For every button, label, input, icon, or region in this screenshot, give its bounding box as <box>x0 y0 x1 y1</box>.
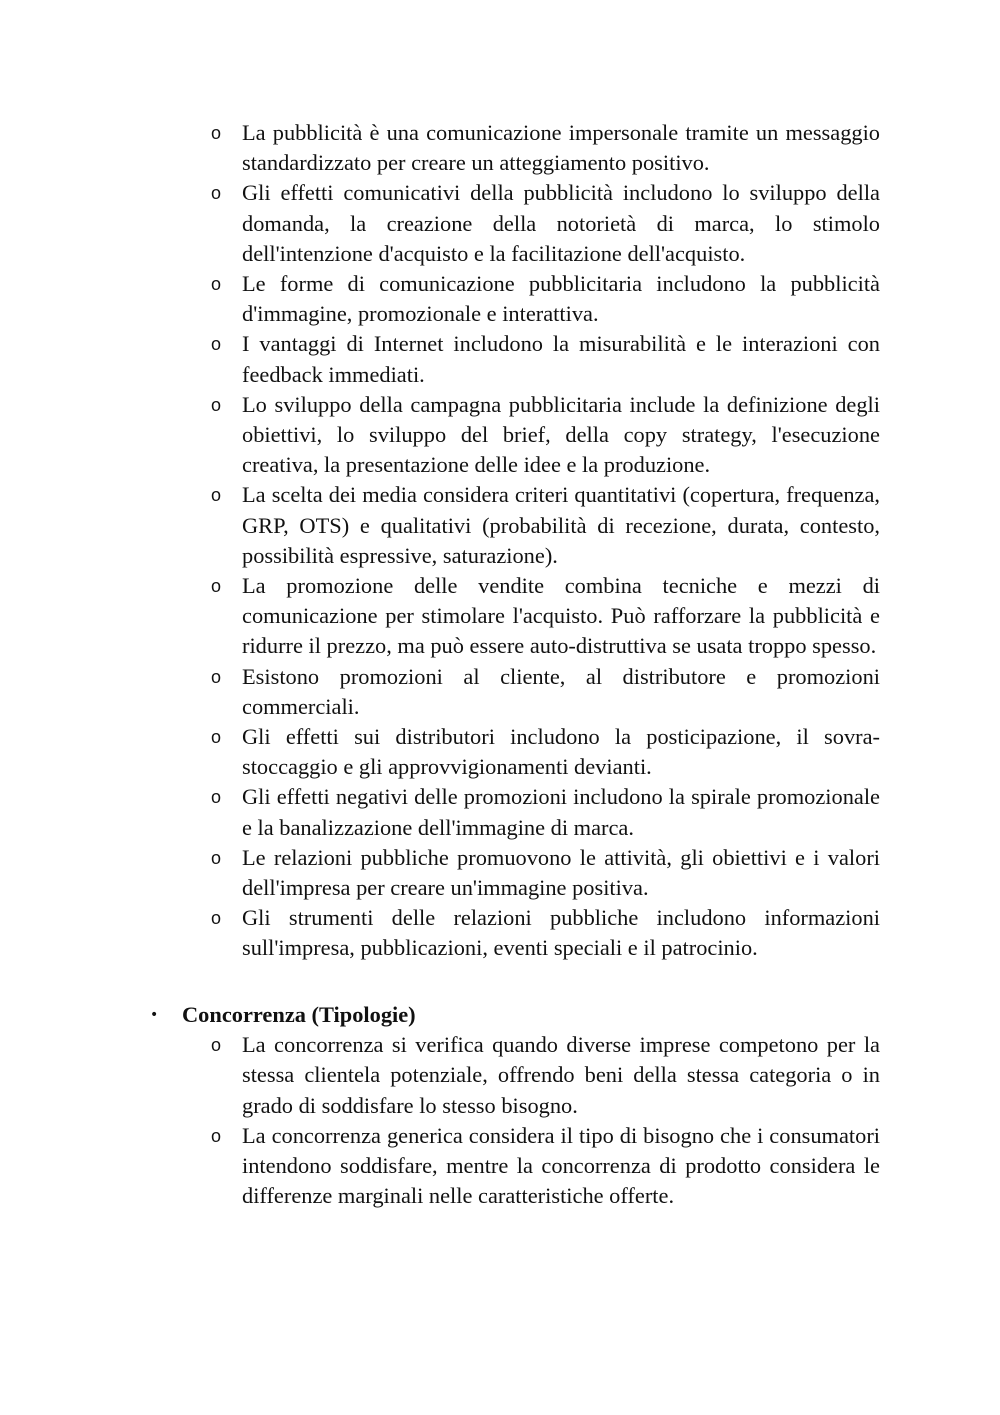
list-item-text: Le forme di comunicazione pubblicitaria includono la pubblicità d'immagine, promozionale e interattiva. <box>242 271 880 327</box>
list-item <box>0 480 1000 571</box>
list-item-text: Gli effetti negativi delle promozioni includono la spirale promozionale e la banalizzazione dell'immagine di marca. <box>242 784 880 840</box>
list-item <box>0 178 1000 269</box>
circle-bullet-icon: o <box>211 847 222 868</box>
list-item-text: I vantaggi di Internet includono la misurabilità e le interazioni con feedback immediati. <box>242 331 880 387</box>
circle-bullet-icon: o <box>211 183 222 204</box>
disc-bullet-icon: • <box>150 1007 159 1023</box>
list-item <box>0 571 1000 662</box>
list-item <box>0 390 1000 481</box>
list-item-text: Esistono promozioni al cliente, al distributore e promozioni commerciali. <box>242 663 880 719</box>
list-item-text: La scelta dei media considera criteri quantitativi (copertura, frequenza, GRP, OTS) e qualitativi (probabilità di recezione, durata, contesto, possibilità espressive, saturazione). <box>242 482 880 568</box>
circle-bullet-icon: o <box>211 123 222 143</box>
circle-bullet-icon: o <box>211 666 222 687</box>
circle-bullet-icon: o <box>211 1125 222 1146</box>
section-heading-text: Concorrenza (Tipologie) <box>182 1002 416 1027</box>
competition-section <box>0 1000 1000 1211</box>
list-item <box>0 118 1000 178</box>
section-heading <box>0 1000 1000 1030</box>
circle-bullet-icon: o <box>211 908 222 929</box>
list-item-text: Gli effetti comunicativi della pubblicità includono lo sviluppo della domanda, la creazione della notorietà di marca, lo stimolo dell'intenzione d'acquisto e la facilitazione dell'acquisto. <box>242 180 880 266</box>
list-item-text: Le relazioni pubbliche promuovono le attività, gli obiettivi e i valori dell'impresa per creare un'immagine positiva. <box>242 844 880 901</box>
list-item <box>0 662 1000 722</box>
circle-bullet-icon: o <box>211 1035 222 1056</box>
list-item-text: La concorrenza si verifica quando diverse imprese competono per la stessa clientela potenziale, offrendo beni della stessa categoria o in grado di soddisfare lo stesso bisogno. <box>242 1032 880 1118</box>
list-item <box>0 722 1000 782</box>
list-item-text: La pubblicità è una comunicazione impersonale tramite un messaggio standardizzato per creare un atteggiamento positivo. <box>242 120 880 176</box>
list-item-text: Gli effetti sui distributori includono la posticipazione, il sovra-stoccaggio e gli approvvigionamenti devianti. <box>242 724 880 780</box>
list-item <box>0 329 1000 389</box>
circle-bullet-icon: o <box>211 576 222 597</box>
list-item <box>0 1121 1000 1212</box>
circle-bullet-icon: o <box>211 787 222 808</box>
list-item-text: Lo sviluppo della campagna pubblicitaria include la definizione degli obiettivi, lo sviluppo del brief, della copy strategy, l'esecuzione creativa, la presentazione delle idee e la produzione. <box>242 391 880 478</box>
advertising-sub-list <box>0 118 1000 964</box>
circle-bullet-icon: o <box>211 274 222 295</box>
list-item <box>0 843 1000 903</box>
list-item-text: La promozione delle vendite combina tecniche e mezzi di comunicazione per stimolare l'acquisto. Può rafforzare la pubblicità e ridurre il prezzo, ma può essere auto-distruttiva se usata troppo spesso. <box>242 573 880 659</box>
list-item-text: La concorrenza generica considera il tipo di bisogno che i consumatori intendono soddisfare, mentre la concorrenza di prodotto considera le differenze marginali nelle caratteristiche offerte. <box>242 1122 880 1209</box>
circle-bullet-icon: o <box>211 394 222 415</box>
list-item-text: Gli strumenti delle relazioni pubbliche includono informazioni sull'impresa, pubblicazioni, eventi speciali e il patrocinio. <box>242 905 880 961</box>
list-item <box>0 1030 1000 1121</box>
competition-sub-list <box>0 1030 1000 1211</box>
circle-bullet-icon: o <box>211 485 222 506</box>
circle-bullet-icon: o <box>211 334 222 355</box>
list-item <box>0 903 1000 963</box>
list-item <box>0 782 1000 842</box>
circle-bullet-icon: o <box>211 727 222 748</box>
list-item <box>0 269 1000 329</box>
